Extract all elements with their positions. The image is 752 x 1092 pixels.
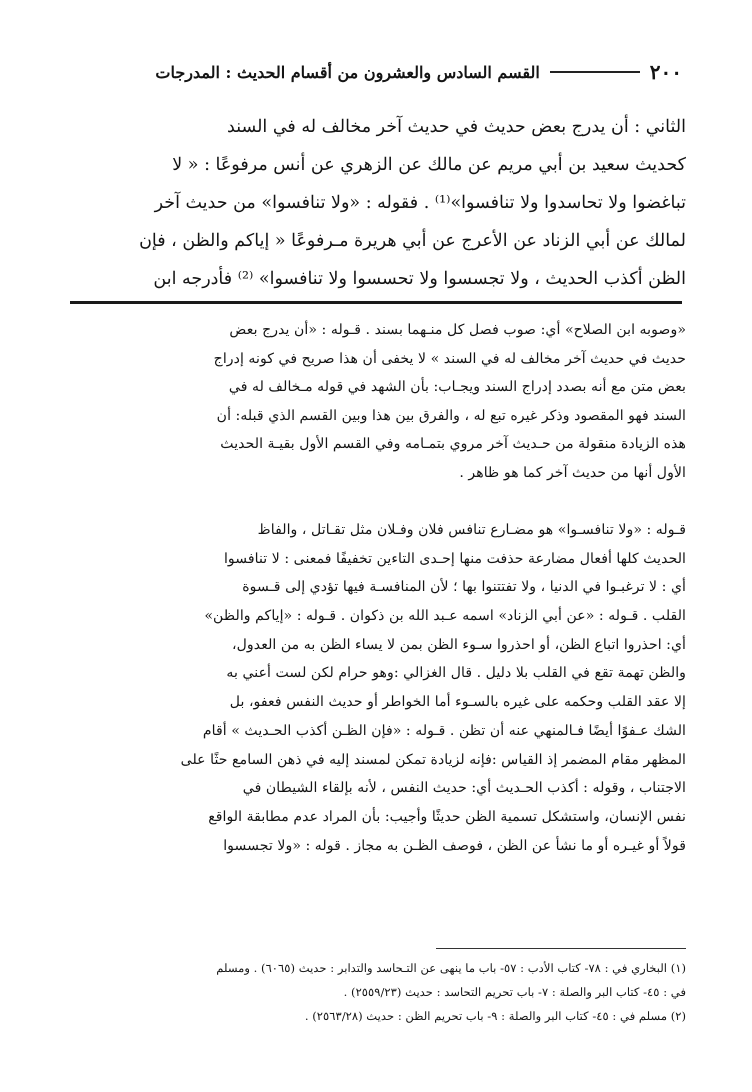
main-text-line: الثاني : أن يدرج بعض حديث في حديث آخر مخالف له في السند bbox=[227, 117, 686, 137]
main-text-line: لمالك عن أبي الزناد عن الأعرج عن أبي هريرة مـرفوعًا « إياكم والظن ، فإن bbox=[139, 231, 686, 251]
section-divider bbox=[70, 301, 682, 304]
commentary-line: الشك عـفوًا أيضًا فـالمنهي عنه أن تظن . قـوله : «فإن الظـن أكذب الحـديث » أقام bbox=[202, 722, 686, 739]
commentary-line: قولاً أو غيـره أو ما نشأ عن الظن ، فوصف الظـن به مجاز . قوله : «ولا تجسسوا bbox=[223, 837, 686, 854]
commentary-line: هذه الزيادة منقولة من حـديث آخر مروي بتمـامه وفي القسم الأول بقيـة الحديث bbox=[220, 436, 686, 453]
footnotes bbox=[66, 956, 686, 1028]
commentary-line: الأول أنها من حديث آخر كما هو ظاهر . bbox=[459, 464, 686, 481]
commentary-line: الحديث كلها أفعال مضارعة حذفت منها إحـدى التاءين تخفيفًا فمعنى : لا تنافسوا bbox=[223, 550, 686, 567]
commentary-line: المظهر مقام المضمر إذ القياس :فإنه لزيادة تمكن لمسند إليه في ذهن السامع حثًا على bbox=[180, 751, 686, 768]
commentary-line: قـوله : «ولا تنافسـوا» هو مضـارع تنافس فلان وفـلان مثل تقـاتل ، والفاظ bbox=[257, 522, 686, 538]
running-title: القسم السادس والعشرون من أقسام الحديث : المدرجات bbox=[155, 62, 540, 82]
page-header bbox=[70, 58, 682, 86]
main-text bbox=[66, 108, 686, 298]
commentary-line: القلب . قـوله : «عن أبي الزناد» اسمه عـبد الله بن ذكوان . قـوله : «إياكم والظن» bbox=[204, 608, 686, 625]
page-number: ٢٠٠ bbox=[649, 60, 682, 84]
commentary-line: الاجتناب ، وقوله : أكذب الحـديث أي: حديث النفس ، لأنه بإلقاء الشيطان في bbox=[242, 780, 686, 797]
commentary-line: والظن تهمة تقع في القلب بلا دليل . قال الغزالي :وهو حرام لكن لست أعني به bbox=[226, 665, 686, 682]
commentary-line: أي: احذروا اتباع الظن، أو احذروا سـوء الظن بمن لا يساء الظن به من العدول، bbox=[232, 636, 686, 653]
footnote-line: (١) البخاري في : ٧٨- كتاب الأدب : ٥٧- باب ما ينهى عن التـحاسد والتدابر : حديث (٦٠٦٥) . ومسلم bbox=[216, 961, 686, 975]
main-text-line: كحديث سعيد بن أبي مريم عن مالك عن الزهري عن أنس مرفوعًا : « لا bbox=[172, 155, 686, 175]
header-rule bbox=[550, 71, 640, 73]
commentary-line: السند فهو المقصود وذكر غيره تبع له ، والفرق بين هذا وبين القسم الذي قبله: أن bbox=[216, 407, 686, 424]
commentary-line: حديث في حديث آخر مخالف له في السند » لا يخفى أن هذا صريح في كونه إدراج bbox=[213, 350, 686, 367]
commentary-block-1 bbox=[66, 316, 686, 488]
footnote-line: (٢) مسلم في : ٤٥- كتاب البر والصلة : ٩- باب تحريم الظن : حديث (٢٥٦٣/٢٨) . bbox=[304, 1009, 686, 1023]
commentary-line: إلا عقد القلب وحكمه على غيره بالسـوء أما الخواطر أو حديث النفس فعفو، بل bbox=[229, 694, 686, 711]
footnote-line: في : ٤٥- كتاب البر والصلة : ٧- باب تحريم التحاسد : حديث (٢٥٥٩/٢٣) . bbox=[343, 985, 686, 999]
commentary-line: بعض متن مع أنه بصدد إدراج السند ويجـاب: بأن الشهد في قوله مـخالف له في bbox=[228, 379, 686, 396]
commentary-line: أي : لا ترغبـوا في الدنيا ، ولا تفتتنوا بها ؛ لأن المنافسـة فيها تؤدي إلى قـسوة bbox=[242, 579, 686, 596]
commentary-line: نفس الإنسان، واستشكل تسمية الظن حديثًا وأجيب: بأن المراد عدم مطابقة الواقع bbox=[208, 808, 686, 825]
footnote-rule bbox=[436, 948, 686, 949]
main-text-line: الظن أكذب الحديث ، ولا تجسسوا ولا تحسسوا ولا تنافسوا» ⁽²⁾ فأدرجه ابن bbox=[153, 269, 686, 289]
commentary-block-2 bbox=[66, 516, 686, 860]
commentary-line: «وصوبه ابن الصلاح» أي: صوب فصل كل منـهما بسند . قـوله : «أن يدرج بعض bbox=[229, 322, 686, 338]
main-text-line: تباغضوا ولا تحاسدوا ولا تنافسوا»⁽¹⁾ . فقوله : «ولا تنافسوا» من حديث آخر bbox=[154, 193, 686, 213]
